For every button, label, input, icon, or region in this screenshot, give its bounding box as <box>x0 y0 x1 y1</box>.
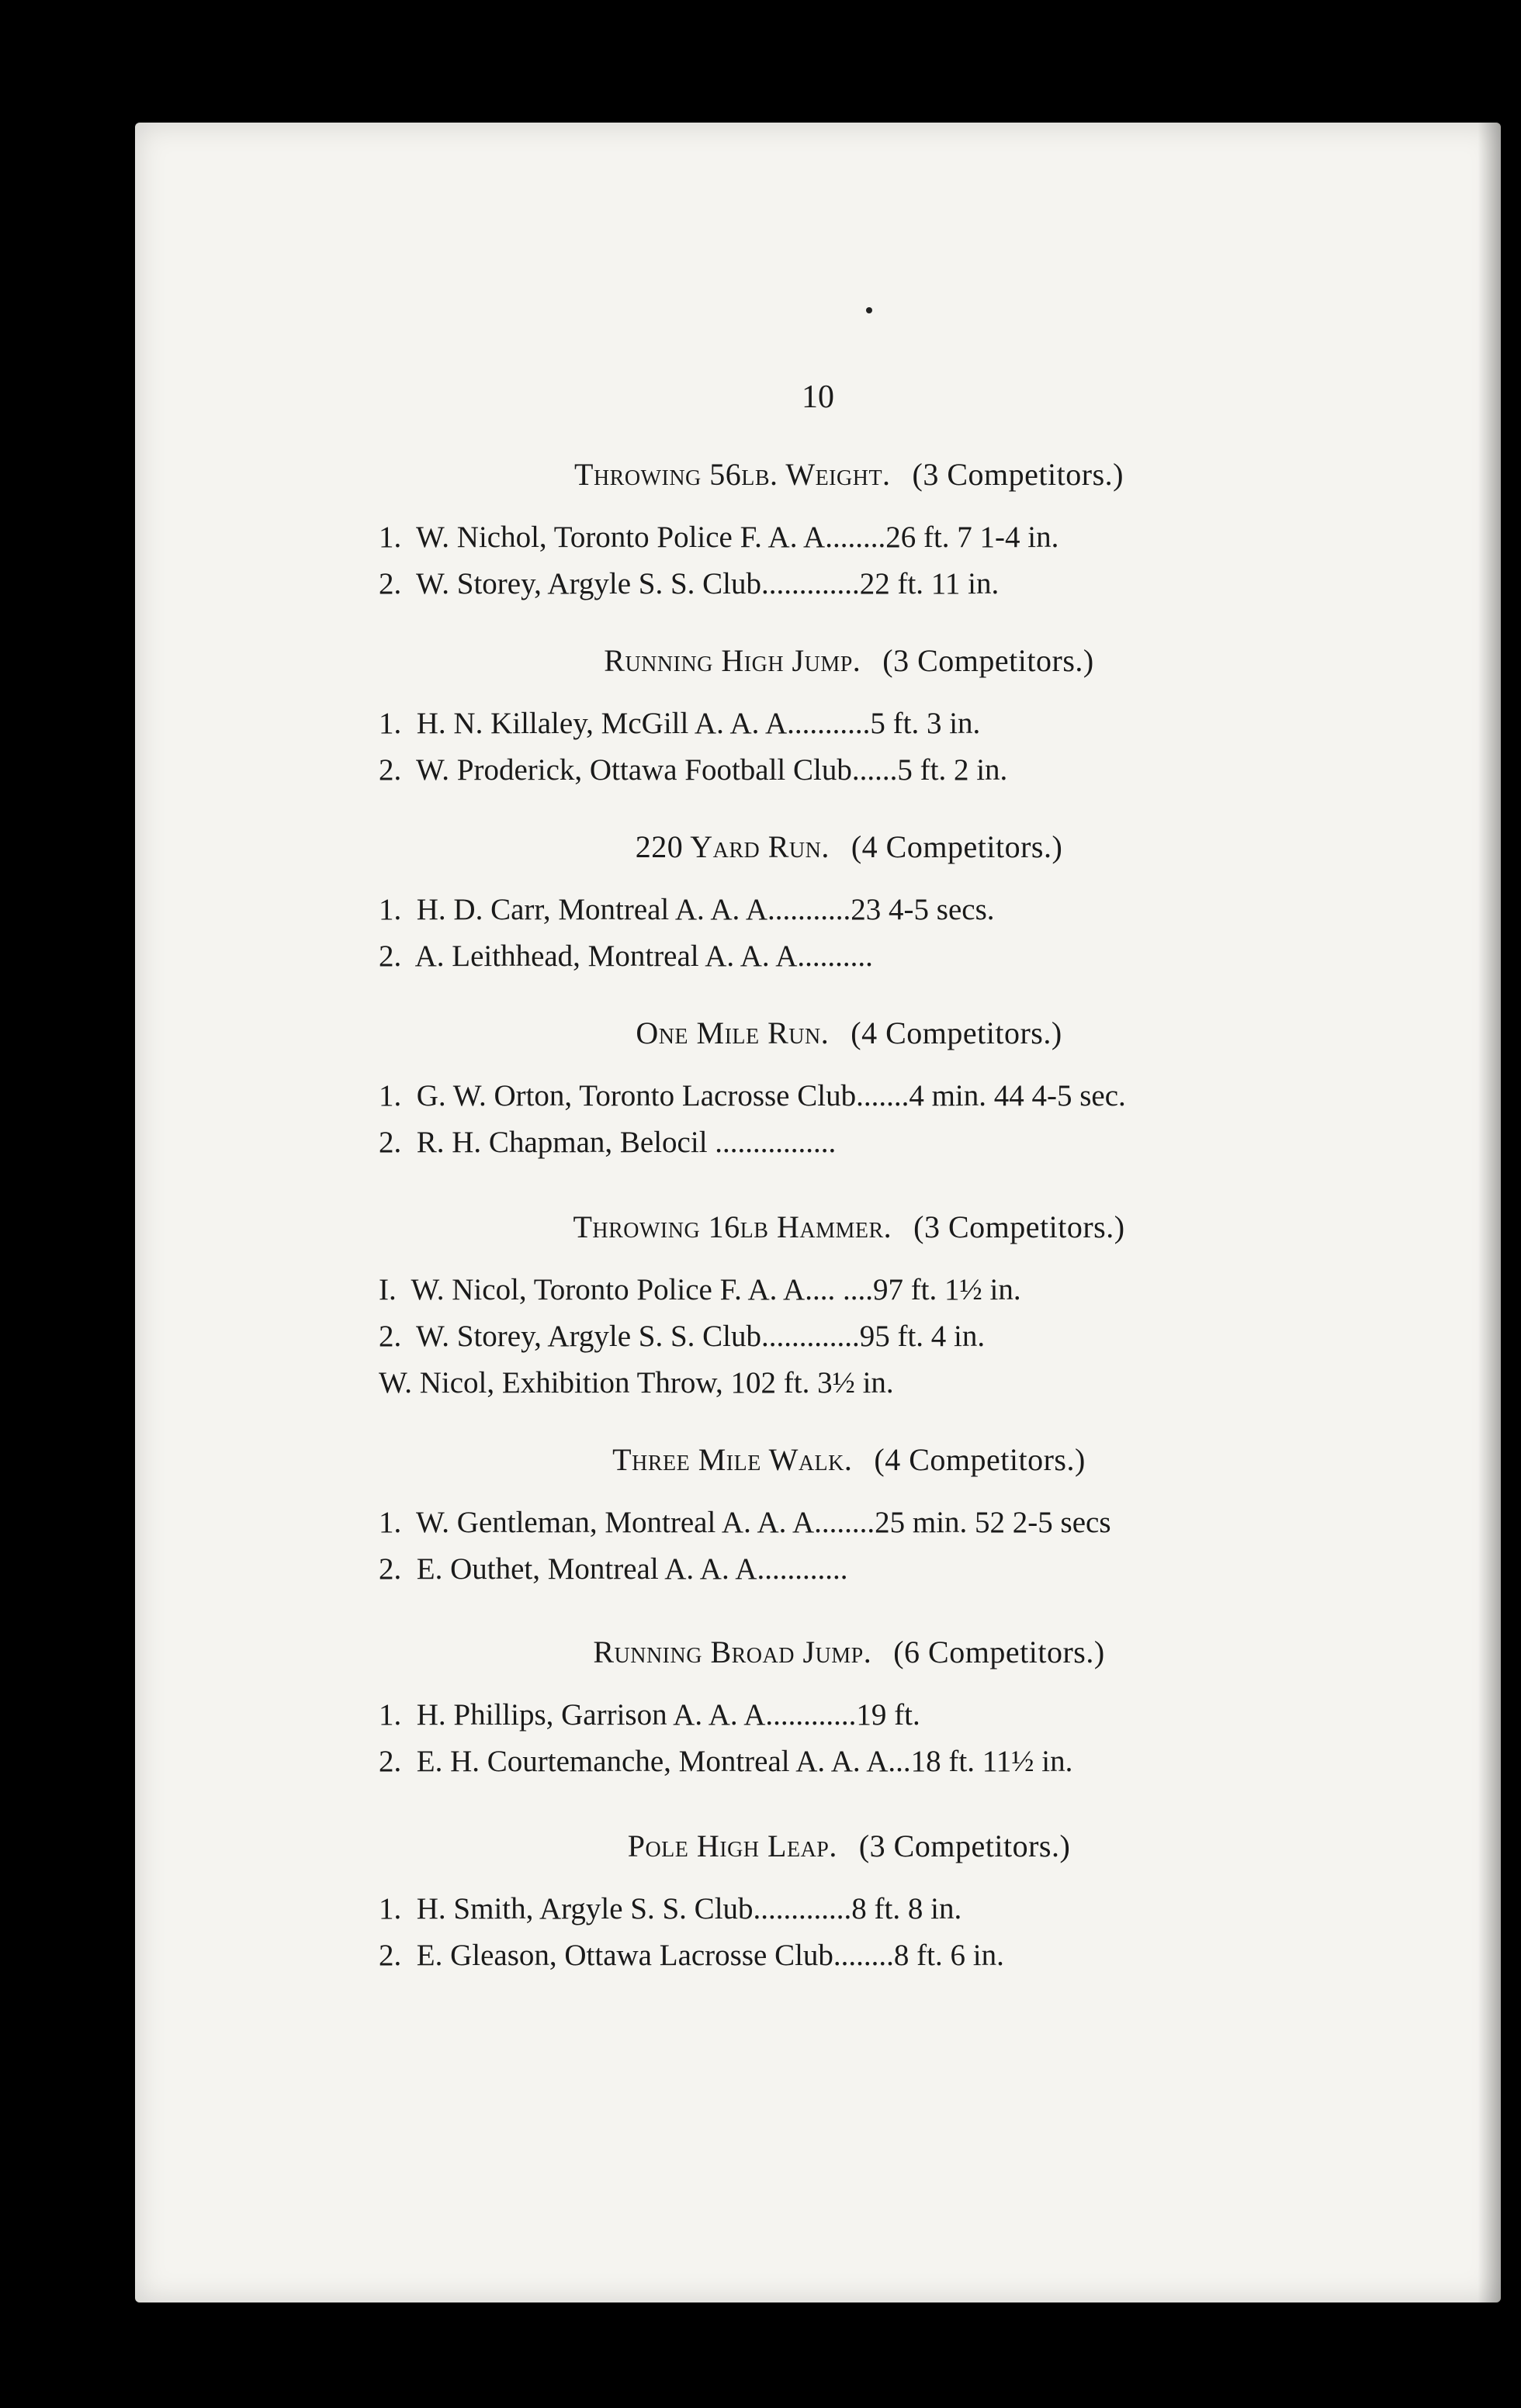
event-heading <box>197 1634 1501 1670</box>
result-entry: 2. W. Storey, Argyle S. S. Club.............22 ft. 11 in. <box>379 567 1000 600</box>
result-entry: 1. W. Gentleman, Montreal A. A. A........25 min. 52 2-5 secs <box>379 1506 1111 1539</box>
event-heading <box>197 1209 1501 1245</box>
result-entry: 1. H. N. Killaley, McGill A. A. A...........5 ft. 3 in. <box>379 707 981 740</box>
event-section-one-mile-run <box>135 1015 1501 1166</box>
event-section-throwing-16lb-hammer <box>135 1209 1501 1406</box>
result-entry: 2. E. Gleason, Ottawa Lacrosse Club........8 ft. 6 in. <box>379 1939 1004 1972</box>
document-page <box>135 123 1501 2302</box>
event-heading <box>197 642 1501 679</box>
event-title: Throwing 16lb Hammer. <box>573 1209 892 1244</box>
event-heading <box>197 1828 1501 1864</box>
result-entry: 2. E. H. Courtemanche, Montreal A. A. A...18 ft. 11½ in. <box>379 1745 1073 1778</box>
event-section-220-yard-run <box>135 829 1501 980</box>
competitor-count: (4 Competitors.) <box>874 1442 1086 1477</box>
event-section-throwing-56lb <box>135 456 1501 607</box>
competitor-count: (3 Competitors.) <box>912 457 1124 492</box>
result-entry: I. W. Nicol, Toronto Police F. A. A.... ....97 ft. 1½ in. <box>379 1273 1021 1306</box>
event-section-pole-high-leap <box>135 1828 1501 1979</box>
event-section-running-high-jump <box>135 642 1501 794</box>
speck-mark <box>866 307 872 313</box>
event-heading <box>197 829 1501 865</box>
competitor-count: (3 Competitors.) <box>913 1209 1125 1244</box>
exhibition-note: W. Nicol, Exhibition Throw, 102 ft. 3½ in. <box>379 1366 894 1399</box>
event-heading <box>197 456 1501 493</box>
result-entry: 2. R. H. Chapman, Belocil ................ <box>379 1126 837 1159</box>
result-entry: 1. H. Phillips, Garrison A. A. A............19 ft. <box>379 1698 920 1732</box>
event-title: Throwing 56lb. Weight. <box>574 457 891 492</box>
competitor-count: (3 Competitors.) <box>882 643 1094 678</box>
result-entry: 2. A. Leithhead, Montreal A. A. A.......... <box>379 939 873 973</box>
event-title: One Mile Run. <box>636 1015 830 1050</box>
event-title: Three Mile Walk. <box>612 1442 853 1477</box>
event-section-running-broad-jump <box>135 1634 1501 1785</box>
result-entry: 2. W. Storey, Argyle S. S. Club.............95 ft. 4 in. <box>379 1320 986 1353</box>
event-section-three-mile-walk <box>135 1441 1501 1593</box>
event-heading <box>197 1441 1501 1478</box>
competitor-count: (3 Competitors.) <box>858 1828 1071 1863</box>
result-entry: 1. W. Nichol, Toronto Police F. A. A........26 ft. 7 1-4 in. <box>379 521 1059 554</box>
result-entry: 2. E. Outhet, Montreal A. A. A............ <box>379 1552 848 1586</box>
page-number: 10 <box>802 379 834 415</box>
competitor-count: (6 Competitors.) <box>893 1635 1105 1669</box>
event-title: 220 Yard Run. <box>635 829 830 864</box>
event-title: Running Broad Jump. <box>593 1635 872 1669</box>
result-entry: 1. H. D. Carr, Montreal A. A. A...........23 4-5 secs. <box>379 893 995 926</box>
event-title: Pole High Leap. <box>627 1828 837 1863</box>
event-title: Running High Jump. <box>604 643 861 678</box>
result-entry: 1. G. W. Orton, Toronto Lacrosse Club.......4 min. 44 4-5 sec. <box>379 1079 1126 1112</box>
result-entry: 1. H. Smith, Argyle S. S. Club.............8 ft. 8 in. <box>379 1892 962 1925</box>
competitor-count: (4 Competitors.) <box>851 829 1063 864</box>
competitor-count: (4 Competitors.) <box>851 1015 1062 1050</box>
result-entry: 2. W. Proderick, Ottawa Football Club......5 ft. 2 in. <box>379 753 1008 787</box>
event-heading <box>197 1015 1501 1051</box>
